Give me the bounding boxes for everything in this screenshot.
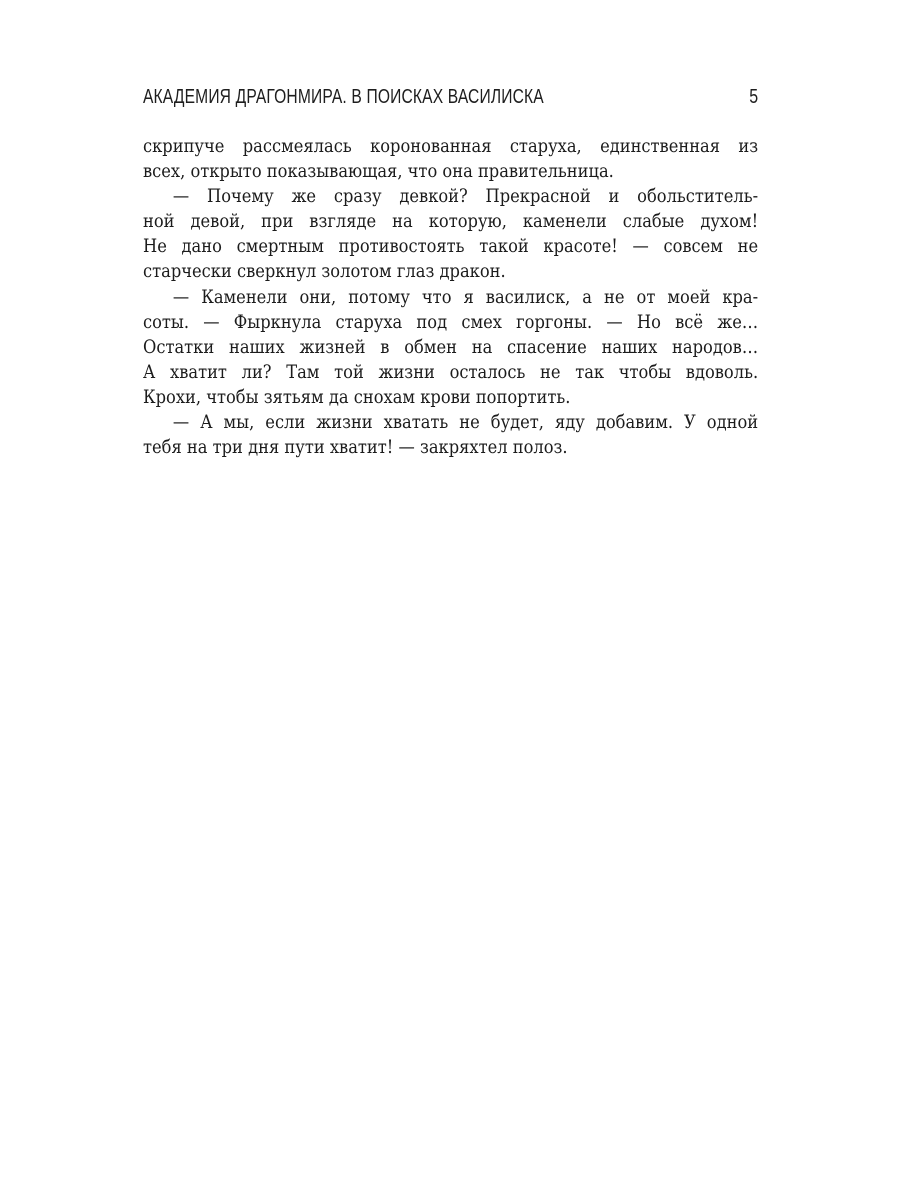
text-line: — Каменели они, потому что я василиск, а не от моей кра- xyxy=(172,286,759,308)
text-line: старчески сверкнул золотом глаз дракон. xyxy=(143,261,506,283)
text-line: ной девой, при взгляде на которую, каменели слабые духом! xyxy=(143,211,759,233)
text-line: — А мы, если жизни хватать не будет, яду добавим. У одной xyxy=(172,412,759,434)
running-title: АКАДЕМИЯ ДРАГОНМИРА. В ПОИСКАХ ВАСИЛИСКА xyxy=(143,86,544,108)
page-number: 5 xyxy=(749,86,758,108)
body-text xyxy=(143,134,758,460)
text-line: Крохи, чтобы зятьям да снохам крови попортить. xyxy=(143,386,571,408)
text-line: тебя на три дня пути хватит! — закряхтел полоз. xyxy=(143,437,568,459)
text-line: Не дано смертным противостоять такой красоте! — совсем не xyxy=(143,236,759,258)
text-line: соты. — Фыркнула старуха под смех горгоны. — Но всё же… xyxy=(143,311,759,333)
text-line: скрипуче рассмеялась коронованная старуха, единственная из xyxy=(143,136,759,157)
page-header xyxy=(143,84,758,114)
text-line: А хватит ли? Там той жизни осталось не так чтобы вдоволь. xyxy=(143,361,759,383)
text-line: Остатки наших жизней в обмен на спасение наших народов… xyxy=(143,336,759,358)
text-line: — Почему же сразу девкой? Прекрасной и обольститель- xyxy=(172,186,759,208)
text-line: всех, открыто показывающая, что она правительница. xyxy=(143,161,614,183)
